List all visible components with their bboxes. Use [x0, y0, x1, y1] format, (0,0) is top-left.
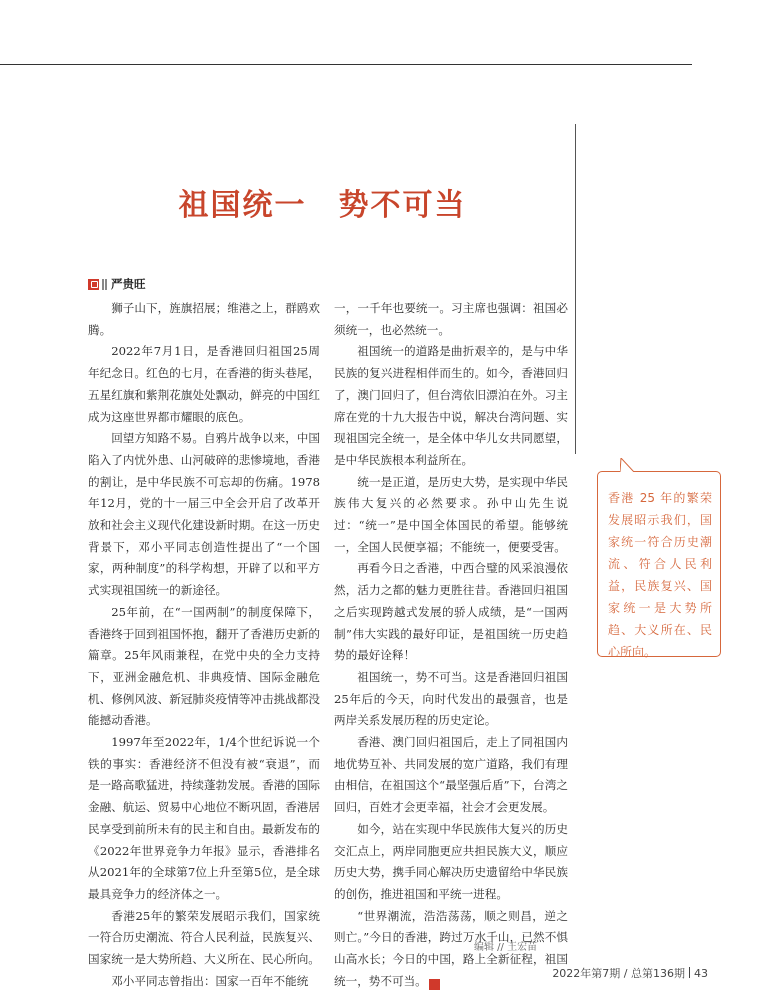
- paragraph: [334, 732, 568, 819]
- editor-credit: 编辑 // 王宏苗: [474, 942, 538, 953]
- paragraph-text: 香港25年的繁荣发展昭示我们，国家统一符合历史潮流、符合人民利益，民族复兴、国家统一是大势所趋、大义所在、民心所向。: [88, 908, 320, 967]
- side-rule: [575, 124, 576, 454]
- article-title: 祖国统一 势不可当: [178, 188, 467, 223]
- footer-divider: [689, 967, 690, 978]
- page-number: 43: [694, 967, 708, 980]
- paragraph: [88, 906, 320, 971]
- paragraph: [88, 341, 320, 428]
- paragraph: [88, 428, 320, 602]
- pull-quote-text: 香港 25 年的繁荣发展昭示我们，国家统一符合历史潮流、符合人民利益，民族复兴、国家统一是大势所趋、大义所在、民心所向。: [608, 491, 712, 659]
- pull-quote: [597, 471, 721, 657]
- paragraph: [334, 341, 568, 471]
- paragraph-text: 25年前，在“一国两制”的制度保障下，香港终于回到祖国怀抱，翻开了香港历史新的篇章。25年风雨兼程，在党中央的全力支持下，亚洲金融危机、非典疫情、国际金融危机、修例风波、新冠肺炎疫情等冲击挑战都没能撼动香港。: [88, 604, 320, 728]
- paragraph-text: 祖国统一，势不可当。这是香港回归祖国25年后的今天，向时代发出的最强音，也是两岸关系发展历程的历史定论。: [334, 669, 568, 728]
- paragraph-text: 祖国统一的道路是曲折艰辛的，是与中华民族的复兴进程相伴而生的。如今，香港回归了，澳门回归了，但台湾依旧漂泊在外。习主席在党的十九大报告中说，解决台湾问题、实现祖国完全统一，是全体中华儿女共同愿望，是中华民族根本利益所在。: [334, 344, 568, 467]
- paragraph: [334, 298, 568, 341]
- paragraph: [334, 472, 568, 559]
- article-column-right: [334, 298, 568, 993]
- paragraph: [88, 732, 320, 906]
- paragraph-text: 2022年7月1日，是香港回归祖国25周年纪念日。红色的七月，在香港的街头巷尾，五星红旗和紫荆花旗处处飘动，鲜亮的中国红成为这座世界都市耀眼的底色。: [88, 344, 320, 424]
- paragraph-text: 香港、澳门回归祖国后，走上了同祖国内地优势互补、共同发展的宽广道路，我们有理由相信，在祖国这个“最坚强后盾”下，台湾之回归，百姓才会更幸福，社会才会更发展。: [334, 735, 568, 815]
- paragraph-text: 邓小平同志曾指出：国家一百年不能统: [111, 973, 309, 988]
- article-column-left: [88, 298, 320, 993]
- paragraph: [334, 819, 568, 906]
- paragraph: [88, 602, 320, 732]
- paragraph: [88, 971, 320, 993]
- paragraph-text: 1997年至2022年，1/4个世纪诉说一个铁的事实：香港经济不但没有被“衰退”，而是一路高歌猛进，持续蓬勃发展。香港的国际金融、航运、贸易中心地位不断巩固，香港居民享受到前所未有的民主和自由。最新发布的《2022年世界竞争力年报》显示，香港排名从2021年的全球第7位上升至第5位，是全球最具竞争力的经济体之一。: [88, 735, 320, 901]
- paragraph: [334, 667, 568, 732]
- paragraph-text: 一，一千年也要统一。习主席也强调：祖国必须统一，也必然统一。: [334, 301, 568, 337]
- paragraph-text: 如今，站在实现中华民族伟大复兴的历史交汇点上，两岸同胞更应共担民族大义，顺应历史大势，携手同心解决历史遗留给中华民族的创伤，推进祖国和平统一进程。: [334, 821, 568, 901]
- speech-tail-icon: [620, 458, 634, 472]
- author-byline: [88, 276, 146, 292]
- author-name: 严贵旺: [111, 277, 146, 291]
- paragraph: [88, 298, 320, 341]
- paragraph-text: 回望方知路不易。自鸦片战争以来，中国陷入了内忧外患、山河破碎的悲惨境地，香港的割让，是中华民族不可忘却的伤痛。1978年12月，党的十一届三中全会开启了改革开放和社会主义现代化建设新时期。在这一历史背景下，邓小平同志创造性提出了“一个国家，两种制度”的科学构想，开辟了以和平方式实现祖国统一的新途径。: [88, 431, 320, 598]
- byline-divider: [105, 279, 107, 290]
- paragraph-text: 狮子山下，旌旗招展；维港之上，群鸥欢腾。: [88, 301, 320, 337]
- issue-info: 2022年第7期 / 总第136期: [552, 967, 685, 980]
- paragraph-text: 再看今日之香港，中西合璧的风采浪漫依然，活力之都的魅力更胜往昔。香港回归祖国之后实现跨越式发展的骄人成绩，是“一国两制”伟大实践的最好印证，是祖国统一历史趋势的最好诠释！: [334, 561, 568, 663]
- top-rule: [0, 64, 692, 65]
- paragraph-text: “世界潮流，浩浩荡荡，顺之则昌，逆之则亡。”今日的香港，跨过万水千山，已然不惧山高水长；今日的中国，路上全新征程，祖国统一，势不可当。: [334, 908, 568, 988]
- paragraph: [334, 558, 568, 667]
- paragraph-text: 统一是正道，是历史大势，是实现中华民族伟大复兴的必然要求。孙中山先生说过：“统一”是中国全体国民的希望。能够统一，全国人民便享福；不能统一，便要受害。: [334, 474, 568, 554]
- page-footer: [552, 965, 708, 981]
- byline-divider: [102, 279, 104, 290]
- magazine-logo-icon: [88, 279, 99, 290]
- end-mark-icon: G: [429, 979, 440, 990]
